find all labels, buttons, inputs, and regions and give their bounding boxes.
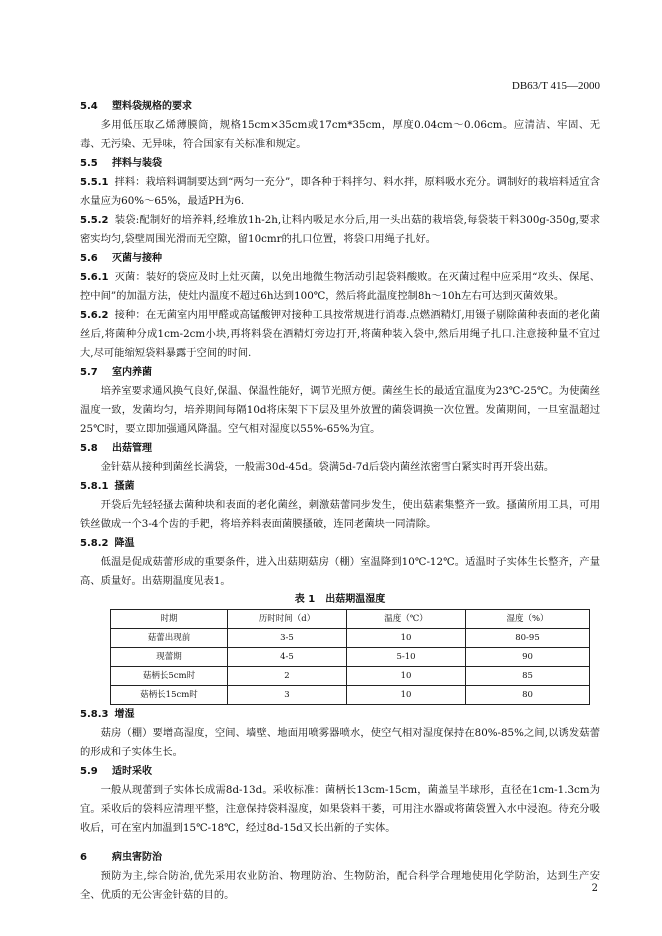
table-row (111, 667, 590, 686)
numbered-paragraph (80, 211, 600, 249)
clause-number: 5.5.1 (80, 177, 109, 188)
table-cell: 菇蕾出现前 (111, 629, 228, 648)
section-number: 6 (80, 852, 87, 863)
paragraph: 多用低压取乙烯薄膜筒，规格15cm×35cm或17cm*35cm，厚度0.04cm～0.06cm。应清洁、牢固、无毒、无污染、无异味，符合国家有关标准和规定。 (80, 119, 600, 150)
table-row (111, 648, 590, 667)
clause-number: 5.5.2 (80, 215, 109, 226)
table-cell: 现蕾期 (111, 648, 228, 667)
table-cell: 菇柄长15cm时 (111, 686, 228, 705)
table-caption: 表 1 出菇期温湿度 (294, 594, 386, 605)
table-cell: 3-5 (228, 629, 347, 648)
paragraph: 菇房（棚）要增高湿度，空间、墙壁、地面用喷雾器喷水，使空气相对湿度保持在80%-85%之间,以诱发菇蕾的形成和子实体生长。 (80, 727, 600, 758)
clause-text: 灭菌：装好的袋应及时上灶灭菌，以免出地微生物活动引起袋料酸败。在灭菌过程中应采用“攻头、保尾、控中间”的加温方法，使灶内温度不超过6h达到100℃，然后将此温度控制8h～10h左右可达到灭菌效果。 (80, 271, 600, 302)
section-number: 5.9 (80, 766, 98, 777)
section-title: 灭菌与接种 (112, 253, 162, 264)
table-cell: 10 (347, 667, 466, 686)
clause-text: 接种：在无菌室内用甲醛或高锰酸钾对接种工具按常规进行消毒.点燃酒精灯,用镊子剔除菌种表面的老化菌丝后,将菌种分成1cm-2cm小块,再将料袋在酒精灯旁边打开,将菌种装入袋中,然后用绳子扎口.注意接种量不宜过大,尽可能缩短袋料暴露于空间的时间. (80, 309, 600, 359)
section-heading (80, 249, 600, 268)
section-number: 5.5 (80, 158, 98, 169)
section-heading (80, 363, 600, 382)
fruiting-conditions-table (110, 609, 590, 705)
numbered-paragraph (80, 173, 600, 211)
table-header-cell: 湿度（%） (466, 610, 590, 629)
table-cell: 4-5 (228, 648, 347, 667)
table-cell: 10 (347, 686, 466, 705)
section-number: 5.8.3 (80, 709, 109, 720)
section-heading (80, 439, 600, 458)
section-heading (80, 762, 600, 781)
section-title: 室内养菌 (112, 367, 152, 378)
table-cell: 菇柄长5cm时 (111, 667, 228, 686)
section-heading (80, 477, 600, 496)
table-cell: 3 (228, 686, 347, 705)
paragraph: 低温是促成菇蕾形成的重要条件，进入出菇期菇房（棚）室温降到10℃-12℃。适温时子实体生长整齐，产量高、质量好。出菇期温度见表1。 (80, 556, 600, 587)
section-number: 5.8.1 (80, 481, 109, 492)
table-header-cell: 温度（℃） (347, 610, 466, 629)
clause-text: 拌料：栽培料调制要达到“两匀一充分”，即各种于料拌匀、料水拌，原料吸水充分。调制好的栽培料适宜含水量应为60%～65%，最适PH为6. (80, 176, 600, 207)
clause-number: 5.6.1 (80, 272, 109, 283)
paragraph: 金针菇从接种到菌丝长满袋，一般需30d-45d。袋满5d-7d后袋内菌丝浓密雪白紧实时再开袋出菇。 (100, 461, 555, 473)
section-title: 搔菌 (114, 481, 135, 492)
paragraph: 培养室要求通风换气良好,保温、保温性能好，调节光照方便。菌丝生长的最适宜温度为23℃-25℃。为使菌丝温度一致，发菌均匀，培养期间每隔10d将床架下下层及里外放置的菌袋调换一次位置。发菌期间，一旦室温超过25℃时，要立即加强通风降温。空气相对湿度以55%-65%为宜。 (80, 385, 600, 435)
section-number: 5.7 (80, 367, 98, 378)
paragraph: 预防为主,综合防治,优先采用农业防治、物理防治、生物防治，配合科学合理地使用化学防治，达到生产安全、优质的无公害金针菇的目的。 (80, 870, 600, 901)
table-cell: 80-95 (466, 629, 590, 648)
table-header-cell: 历时时间（d） (228, 610, 347, 629)
table-header-row (111, 610, 590, 629)
table-cell: 85 (466, 667, 590, 686)
paragraph: 一般从现蕾到子实体长成需8d-13d。采收标准：菌柄长13cm-15cm，菌盖呈半球形，直径在1cm-1.3cm为宜。采收后的袋料应清理平整，注意保持袋料湿度，如果袋料干萎，可用注水器或将菌袋置入水中浸泡。待充分吸收后，可在室内加温到15℃-18℃，经过8d-15d又长出新的子实体。 (80, 784, 600, 834)
clause-number: 5.6.2 (80, 310, 109, 321)
table-cell: 80 (466, 686, 590, 705)
table-row (111, 686, 590, 705)
section-heading (80, 848, 600, 867)
section-number: 5.6 (80, 253, 98, 264)
section-heading (80, 534, 600, 553)
section-title: 增湿 (114, 709, 135, 720)
table-row (111, 629, 590, 648)
table-cell: 90 (466, 648, 590, 667)
section-title: 病虫害防治 (112, 852, 162, 863)
section-number: 5.8 (80, 443, 98, 454)
section-title: 适时采收 (112, 766, 152, 777)
section-title: 拌料与装袋 (112, 158, 162, 169)
section-number: 5.8.2 (80, 538, 109, 549)
section-number: 5.4 (80, 101, 98, 112)
document-code: DB63/T 415—2000 (511, 80, 600, 92)
section-heading (80, 97, 600, 116)
table-cell: 10 (347, 629, 466, 648)
paragraph: 开袋后先轻轻搔去菌种块和表面的老化菌丝，刺激菇蕾同步发生，使出菇素集整齐一致。搔菌所用工具，可用铁丝做成一个3-4个齿的手耙，将培养料表面菌膜搔破，连同老菌块一同清除。 (80, 499, 600, 530)
numbered-paragraph (80, 268, 600, 306)
document-body (80, 97, 600, 905)
section-title: 出菇管理 (112, 443, 152, 454)
section-title: 降温 (114, 538, 135, 549)
table-header-cell: 时期 (111, 610, 228, 629)
table-cell: 5-10 (347, 648, 466, 667)
section-title: 塑料袋规格的要求 (112, 101, 192, 112)
numbered-paragraph (80, 306, 600, 363)
clause-text: 装袋:配制好的培养料,经堆放1h-2h,让料内吸足水分后,用一头出菇的栽培袋,每袋装干料300g-350g,要求密实均匀,袋壁周围光滑而无空隙，留10cmr的扎口位置，将袋口用绳子扎好。 (80, 214, 600, 245)
section-heading (80, 154, 600, 173)
page-number: 2 (591, 883, 598, 894)
table-cell: 2 (228, 667, 347, 686)
section-heading (80, 705, 600, 724)
spacer (80, 838, 600, 848)
